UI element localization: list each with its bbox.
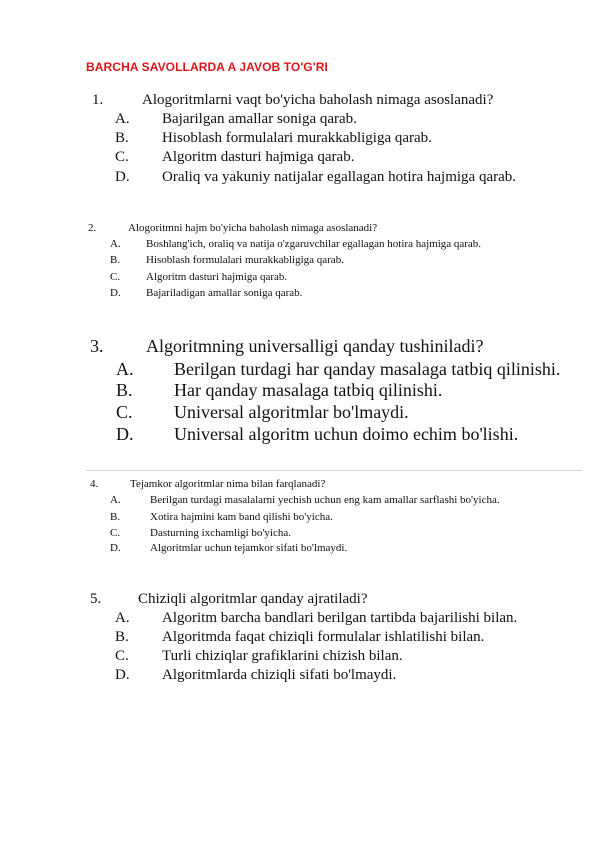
option-text: Berilgan turdagi masalalarni yechish uchun eng kam amallar sarflashi bo'yicha. xyxy=(150,494,500,506)
question-4-number: 4. xyxy=(90,478,99,490)
option-letter: C. xyxy=(110,271,121,283)
option-text: Hisoblash formulalari murakkabligiga qarab. xyxy=(146,254,344,266)
option-text: Algoritm barcha bandlari berilgan tartibda bajarilishi bilan. xyxy=(162,610,518,626)
question-1-text: Alogoritmlarni vaqt bo'yicha baholash nimaga asoslanadi? xyxy=(142,92,494,108)
option-letter: B. xyxy=(115,130,129,146)
option-text: Algoritm dasturi hajmiga qarab. xyxy=(146,271,288,283)
option-text: Universal algoritmlar bo'lmaydi. xyxy=(174,402,409,422)
option-text: Oraliq va yakuniy natijalar egallagan hotira hajmiga qarab. xyxy=(162,169,517,185)
option-text: Dasturning ixchamligi bo'yicha. xyxy=(150,527,291,539)
option-letter: D. xyxy=(115,169,130,185)
option-letter: C. xyxy=(116,402,133,422)
option-letter: D. xyxy=(115,667,130,683)
option-text: Turli chiziqlar grafiklarini chizish bilan. xyxy=(162,648,403,664)
option-letter: A. xyxy=(115,610,130,626)
question-5-number: 5. xyxy=(90,591,102,607)
question-2-text: Alogoritmni hajm bo'yicha baholash nimaga asoslanadi? xyxy=(128,222,378,234)
option-letter: D. xyxy=(110,542,121,554)
option-letter: B. xyxy=(110,511,121,523)
option-letter: B. xyxy=(116,380,133,400)
option-text: Boshlang'ich, oraliq va natija o'zgaruvchilar egallagan hotira hajmiga qarab. xyxy=(146,238,482,250)
option-letter: B. xyxy=(115,629,129,645)
option-text: Algoritmda faqat chiziqli formulalar ishlatilishi bilan. xyxy=(162,629,485,645)
option-text: Bajariladigan amallar soniga qarab. xyxy=(146,287,303,299)
option-letter: C. xyxy=(110,527,121,539)
question-5-text: Chiziqli algoritmlar qanday ajratiladi? xyxy=(138,591,368,607)
option-text: Hisoblash formulalari murakkabligiga qarab. xyxy=(162,130,432,146)
page-heading: BARCHA SAVOLLARDA A JAVOB TO'G'RI xyxy=(86,60,328,74)
option-text: Har qanday masalaga tatbiq qilinishi. xyxy=(174,380,443,400)
option-letter: A. xyxy=(110,494,121,506)
option-text: Algoritmlar uchun tejamkor sifati bo'lmaydi. xyxy=(150,542,348,554)
option-letter: C. xyxy=(115,149,129,165)
option-letter: A. xyxy=(110,238,121,250)
option-text: Algoritmlarda chiziqli sifati bo'lmaydi. xyxy=(162,667,397,683)
option-letter: A. xyxy=(115,111,130,127)
question-3-number: 3. xyxy=(90,336,104,356)
option-text: Berilgan turdagi har qanday masalaga tatbiq qilinishi. xyxy=(174,359,561,379)
option-text: Algoritm dasturi hajmiga qarab. xyxy=(162,149,355,165)
question-3-text: Algoritmning universalligi qanday tushiniladi? xyxy=(146,336,484,356)
option-letter: D. xyxy=(110,287,121,299)
option-text: Bajarilgan amallar soniga qarab. xyxy=(162,111,357,127)
question-4-text: Tejamkor algoritmlar nima bilan farqlanadi? xyxy=(130,478,326,490)
divider-line xyxy=(86,470,582,471)
option-letter: C. xyxy=(115,648,129,664)
option-letter: B. xyxy=(110,254,121,266)
question-1-number: 1. xyxy=(92,92,104,108)
option-letter: A. xyxy=(116,359,134,379)
option-text: Universal algoritm uchun doimo echim bo'lishi. xyxy=(174,424,519,444)
question-2-number: 2. xyxy=(88,222,97,234)
option-letter: D. xyxy=(116,424,134,444)
option-text: Xotira hajmini kam band qilishi bo'yicha. xyxy=(150,511,333,523)
